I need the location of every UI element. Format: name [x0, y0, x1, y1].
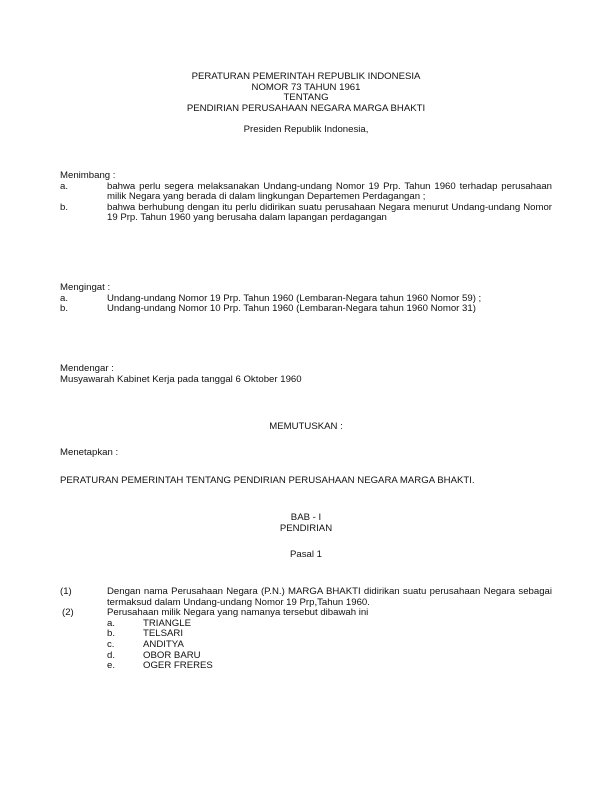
company-list-item	[60, 640, 552, 651]
company-name: TELSARI	[143, 628, 183, 640]
pasal-item	[60, 587, 552, 608]
item-text: Perusahaan milik Negara yang namanya tersebut dibawah ini	[107, 607, 369, 619]
mendengar-section	[60, 364, 552, 385]
item-text: Undang-undang Nomor 10 Prp. Tahun 1960 (Lembaran-Negara tahun 1960 Nomor 31)	[107, 303, 476, 315]
item-label: a.	[60, 292, 69, 304]
mendengar-heading: Mendengar :	[60, 363, 114, 374]
item-label: b.	[60, 303, 69, 315]
mengingat-item	[60, 304, 552, 315]
item-label: (2)	[62, 607, 74, 619]
pasal-heading: Pasal 1	[290, 549, 322, 560]
company-list-item	[60, 629, 552, 640]
menimbang-item	[60, 203, 552, 224]
president-line: Presiden Republik Indonesia,	[243, 124, 369, 135]
pasal-item	[60, 608, 552, 619]
company-label: a.	[107, 617, 116, 629]
item-text: Undang-undang Nomor 19 Prp. Tahun 1960 (Lembaran-Negara tahun 1960 Nomor 59) ;	[107, 292, 482, 304]
title-line-3: TENTANG	[283, 92, 329, 104]
item-text: Dengan nama Perusahaan Negara (P.N.) MARGA BHAKTI didirikan suatu perusahaan Negara sebagai termaksud dalam Undang-undang Nomor 19 Prp,Tahun 1960.	[107, 586, 552, 608]
mengingat-heading: Mengingat :	[60, 282, 111, 293]
bab-heading	[60, 513, 552, 534]
item-label: b.	[60, 201, 69, 213]
menimbang-heading: Menimbang :	[60, 170, 116, 181]
company-list-item	[60, 661, 552, 672]
company-label: d.	[107, 649, 116, 661]
mengingat-section	[60, 283, 552, 315]
company-label: b.	[107, 628, 116, 640]
bab-number: BAB - I	[290, 512, 322, 523]
company-label: e.	[107, 660, 116, 672]
company-list-item	[60, 619, 552, 630]
company-name: OBOR BARU	[143, 649, 201, 661]
menimbang-item	[60, 182, 552, 203]
company-name: ANDITYA	[143, 638, 184, 650]
item-text: bahwa perlu segera melaksanakan Undang-undang Nomor 19 Prp. Tahun 1960 terhadap perusahaan milik Negara yang berada di dalam lingkungan Departemen Perdagangan ;	[107, 180, 552, 203]
mendengar-text: Musyawarah Kabinet Kerja pada tanggal 6 Oktober 1960	[60, 373, 302, 385]
menimbang-section	[60, 171, 552, 224]
title-line-4: PENDIRIAN PERUSAHAAN NEGARA MARGA BHAKTI	[186, 102, 426, 114]
item-label: (1)	[60, 586, 72, 597]
item-text: bahwa berhubung dengan itu perlu didirikan suatu perusahaan Negara menurut Undang-undang Nomor 19 Prp. Tahun 1960 yang berusaha dalam lapangan perdagangan	[107, 201, 552, 224]
pasal-1-body	[60, 587, 552, 672]
company-list-item	[60, 651, 552, 662]
title-line-1: PERATURAN PEMERINTAH REPUBLIK INDONESIA	[191, 71, 421, 82]
company-name: OGER FRERES	[143, 660, 213, 672]
memutuskan-heading: MEMUTUSKAN :	[269, 421, 343, 432]
bab-title: PENDIRIAN	[279, 522, 333, 534]
title-line-2: NOMOR 73 TAHUN 1961	[251, 81, 361, 93]
menetapkan-text: PERATURAN PEMERINTAH TENTANG PENDIRIAN PERUSAHAAN NEGARA MARGA BHAKTI.	[60, 475, 475, 486]
item-label: a.	[60, 180, 69, 192]
menetapkan-heading: Menetapkan :	[60, 447, 119, 458]
company-name: TRIANGLE	[143, 617, 191, 629]
document-title	[60, 72, 552, 114]
company-label: c.	[107, 638, 115, 650]
